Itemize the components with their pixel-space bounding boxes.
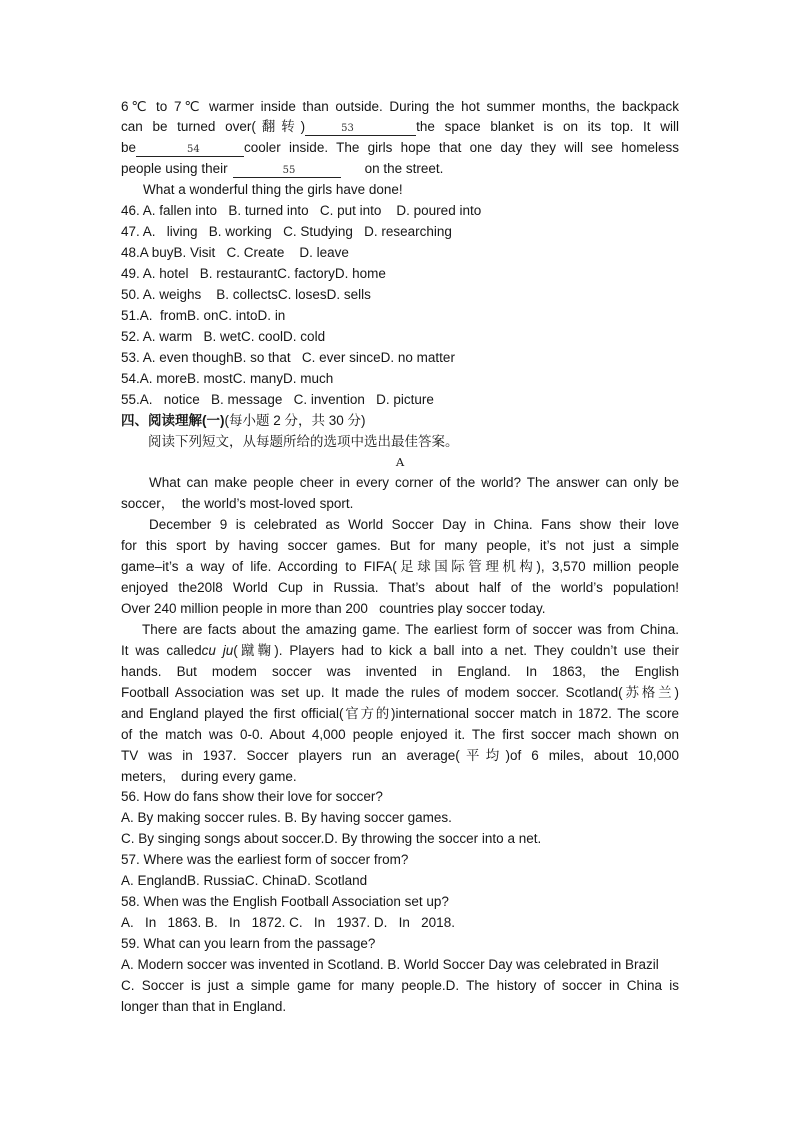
question-options-q59: longer than that in England. [121,998,287,1014]
cloze-text: on the street. [364,161,444,177]
passage-line: for this sport by having soccer games. But for many people, it’s not just a simple [121,538,679,554]
option-line-q54: 54.A. moreB. mostC. manyD. much [121,370,334,386]
cloze-text: be [121,140,137,156]
passage-label: A [395,455,405,470]
passage-line: game–it’s a way of life. According to FIFA(足球国际管理机构), 3,570 million people [121,559,679,575]
passage-line: There are facts about the amazing game. The earliest form of soccer was from China. [142,621,679,637]
option-line-q48: 48.A buyB. Visit C. Create D. leave [121,245,349,261]
question-options-q58: A. In 1863. B. In 1872. C. In 1937. D. In 2018. [121,915,455,931]
option-line-q47: 47. A. living B. working C. Studying D. researching [121,224,452,240]
section-heading [121,411,679,432]
passage-line: of the match was 0-0. About 4,000 people enjoyed it. The first soccer mach shown on [121,726,679,742]
blank-55: 55 [233,165,341,178]
question-options-q57: A. EnglandB. RussiaC. ChinaD. Scotland [121,873,368,889]
blank-53: 53 [305,123,416,136]
passage-text: (蹴鞠). Players had to kick a ball into a net. They couldn’t use their [233,642,679,658]
cloze-line-with-blank-54 [121,138,679,159]
option-line-q53: 53. A. even thoughB. so that C. ever sinceD. no matter [121,349,455,365]
blank-54: 54 [136,144,244,157]
passage-line-cuju [121,641,679,662]
cloze-line-with-blank-53 [121,117,679,138]
passage-line: Football Association was set up. It made the rules of modem soccer. Scotland(苏格兰) [121,684,679,700]
section-instruction: 阅读下列短文，从每题所给的选项中选出最佳答案。 [148,433,459,449]
cloze-text: can be turned over(翻转) [121,119,306,135]
option-line-q52: 52. A. warm B. wetC. coolD. cold [121,328,326,344]
passage-line: December 9 is celebrated as World Soccer Day in China. Fans show their love [149,517,679,533]
section-title: 四、阅读理解(一) [121,412,225,428]
cloze-text: people using their [121,161,228,177]
passage-line: meters, during every game. [121,768,297,784]
cloze-text: the space blanket is on its top. It will [416,119,679,135]
option-line-q51: 51.A. fromB. onC. intoD. in [121,307,286,323]
question-options-q56: C. By singing songs about soccer.D. By throwing the soccer into a net. [121,831,542,847]
passage-line: Over 240 million people in more than 200 countries play soccer today. [121,601,546,616]
question-options-q59: C. Soccer is just a simple game for many people.D. The history of soccer in China is [121,977,679,993]
cloze-closing-line: What a wonderful thing the girls have done! [143,182,403,198]
option-line-q50: 50. A. weighs B. collectsC. losesD. sells [121,286,371,302]
cloze-line-with-blank-55 [121,159,679,180]
passage-text: It was called [121,642,202,658]
cloze-text: cooler inside. The girls hope that one day they will see homeless [244,140,679,156]
question-options-q59: A. Modern soccer was invented in Scotland. B. World Soccer Day was celebrated in Brazil [121,956,659,972]
question-stem-q56: 56. How do fans show their love for soccer? [121,789,383,805]
passage-line: and England played the first official(官方的)international soccer match in 1872. The score [121,705,679,721]
passage-italic-term: cu ju [201,642,234,658]
section-scoring: (每小题 2 分，共 30 分) [224,412,366,428]
passage-line: What can make people cheer in every corner of the world? The answer can only be [149,475,679,491]
cloze-line: 6℃ to 7℃ warmer inside than outside. During the hot summer months, the backpack [121,98,679,114]
passage-line: enjoyed the20l8 World Cup in Russia. That’s about half of the world’s population! [121,580,679,596]
option-line-q46: 46. A. fallen into B. turned into C. put into D. poured into [121,203,482,219]
passage-line: hands. But modem soccer was invented in England. In 1863, the English [121,663,679,679]
passage-line: TV was in 1937. Soccer players run an average(平均)of 6 miles, about 10,000 [121,747,679,763]
option-line-q55: 55.A. notice B. message C. invention D. picture [121,391,434,407]
question-stem-q59: 59. What can you learn from the passage? [121,936,376,951]
question-stem-q57: 57. Where was the earliest form of soccer from? [121,852,409,868]
option-line-q49: 49. A. hotel B. restaurantC. factoryD. home [121,266,386,281]
question-stem-q58: 58. When was the English Football Association set up? [121,894,449,910]
passage-line: soccer， the world’s most-loved sport. [121,496,354,512]
question-options-q56: A. By making soccer rules. B. By having soccer games. [121,810,452,826]
